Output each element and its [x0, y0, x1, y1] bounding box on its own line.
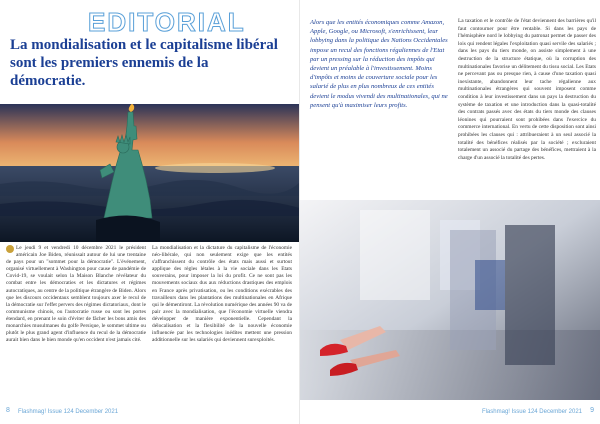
shopping-illustration: [300, 200, 600, 400]
pull-quote: Alors que les entités économiques comme Amazon, Apple, Google, ou Microsoft, s'enrichissent, leur lobbying dans la politique des Nations Occidentales impose un recul des fonctions régaliennes de l'Etat par un pressing sur la réduction des impôts qui devient un préalable à l'investissement. Moins d'impôts et moins de couverture sociale pour les salarié de plus en plus nombreux de ces entités devient le modus vivendi des multinationales, qui ne pensent qu'à maximiser leurs profits.: [310, 19, 448, 109]
page-number: 9: [590, 407, 594, 414]
page-number: 8: [6, 407, 10, 414]
body-column-1: [6, 245, 146, 344]
footer: Flashmag! Issue 124 December 2021: [18, 409, 119, 415]
dropcap-icon: [6, 245, 14, 253]
body-column-2: [152, 245, 292, 344]
headline: La mondialisation et le capitalisme libéral sont les premiers ennemis de la démocratie.: [10, 37, 278, 89]
body-column-3: [458, 18, 596, 162]
body-text: La mondialisation et la dictature du capitalisme de l'économie néo-libérale, qui non seulement exige que les entités s'affranchissent du contrôle des états mais aussi et surtout applique des règles létales à la vie sociale dans les Etats souverains, pour imposer la loi du profit. Ce ne sont pas les mouvements sociaux dus aux réductions drastiques des emplois en France après privatisation, ou les conditions exécrables des travailleurs dans les plantations des multinationales en Afrique qui le démentiront. La révolution numérique des années 90 va de pair avec la mondialisation, que l'économie virtuelle viendra développer de manière exponentielle. Cependant la délocalisation et la flexibilité de la nouvelle économie influencée par les technologies inédites mettent une pression additionnelle sur les salariés qui deviennent surexploités.: [152, 245, 292, 344]
hero-image-statue-of-liberty: [0, 104, 300, 242]
body-text: La taxation et le contrôle de l'état deviennent des barrières qu'il faut contourner pour être rentable. Si dans les pays de l'hémisphère nord le lobbying du patronat permet de passer des lois qui rendent légales l'exploitation quasi servile des salariés ; dans les pays du tiers monde, on assiste simplement à une destruction de la structure étatique, où la corruption des multinationales favorise un délitement du tissu social. Les Etats ne percevant pas ou presque rien, à cause d'une taxation quasi inexistante, abandonnent leur tache régalienne aux multinationales étrangères qui souvent imposent comme condition à leur investissement dans un pays la destruction du système de taxation et une introduction dans la quasi-totalité des contrats passés avec des états du tiers monde des clauses léonines qui pourraient sont prohibées dans l'exercice du commerce international. En vertu de cette disposition sont ainsi prohibées les clauses qui : attribueraient à un seul associé la totalité des bénéfices réalisés par la société ; excluraient totalement un associé du partage des bénéfices, mettraient à la charge d'un associé la totalité des pertes.: [458, 18, 596, 161]
masthead: EDITORIAL: [88, 7, 246, 37]
hero-illustration: [0, 104, 300, 242]
footer: Flashmag! Issue 124 December 2021: [481, 409, 582, 415]
shopping-photo: [300, 200, 600, 400]
right-page: [300, 0, 600, 424]
body-text: Le jeudi 9 et vendredi 10 décembre 2021 le président américain Joe Biden, réunissait autour de lui une trentaine de pays pour un "sommet pour la démocratie". L'événement, organisé virtuellement à Washington pour cause de pandémie de Covid-19, se voulait selon la Maison Blanche révélateur du combat entre les démocraties et les dictatures et régimes autocratiques, au centre de la politique étrangère de Biden. Alors que les discours occidentaux semblent toujours axer le recul de la démocratie sur l'effet pervers des régimes dictatoriaux, dont le communisme chinois, ou l'autocratie russe ou sont les portes étendard, en prenant le soin d'éviter de fâcher les bons amis des monarchies musulmanes du golfe Persique, le sommet ultime ou plutôt le plus grand agent d'influence du recul de la démocratie aurait bien dans le bien monde qu'en occident n'est jamais cité.: [6, 245, 146, 344]
